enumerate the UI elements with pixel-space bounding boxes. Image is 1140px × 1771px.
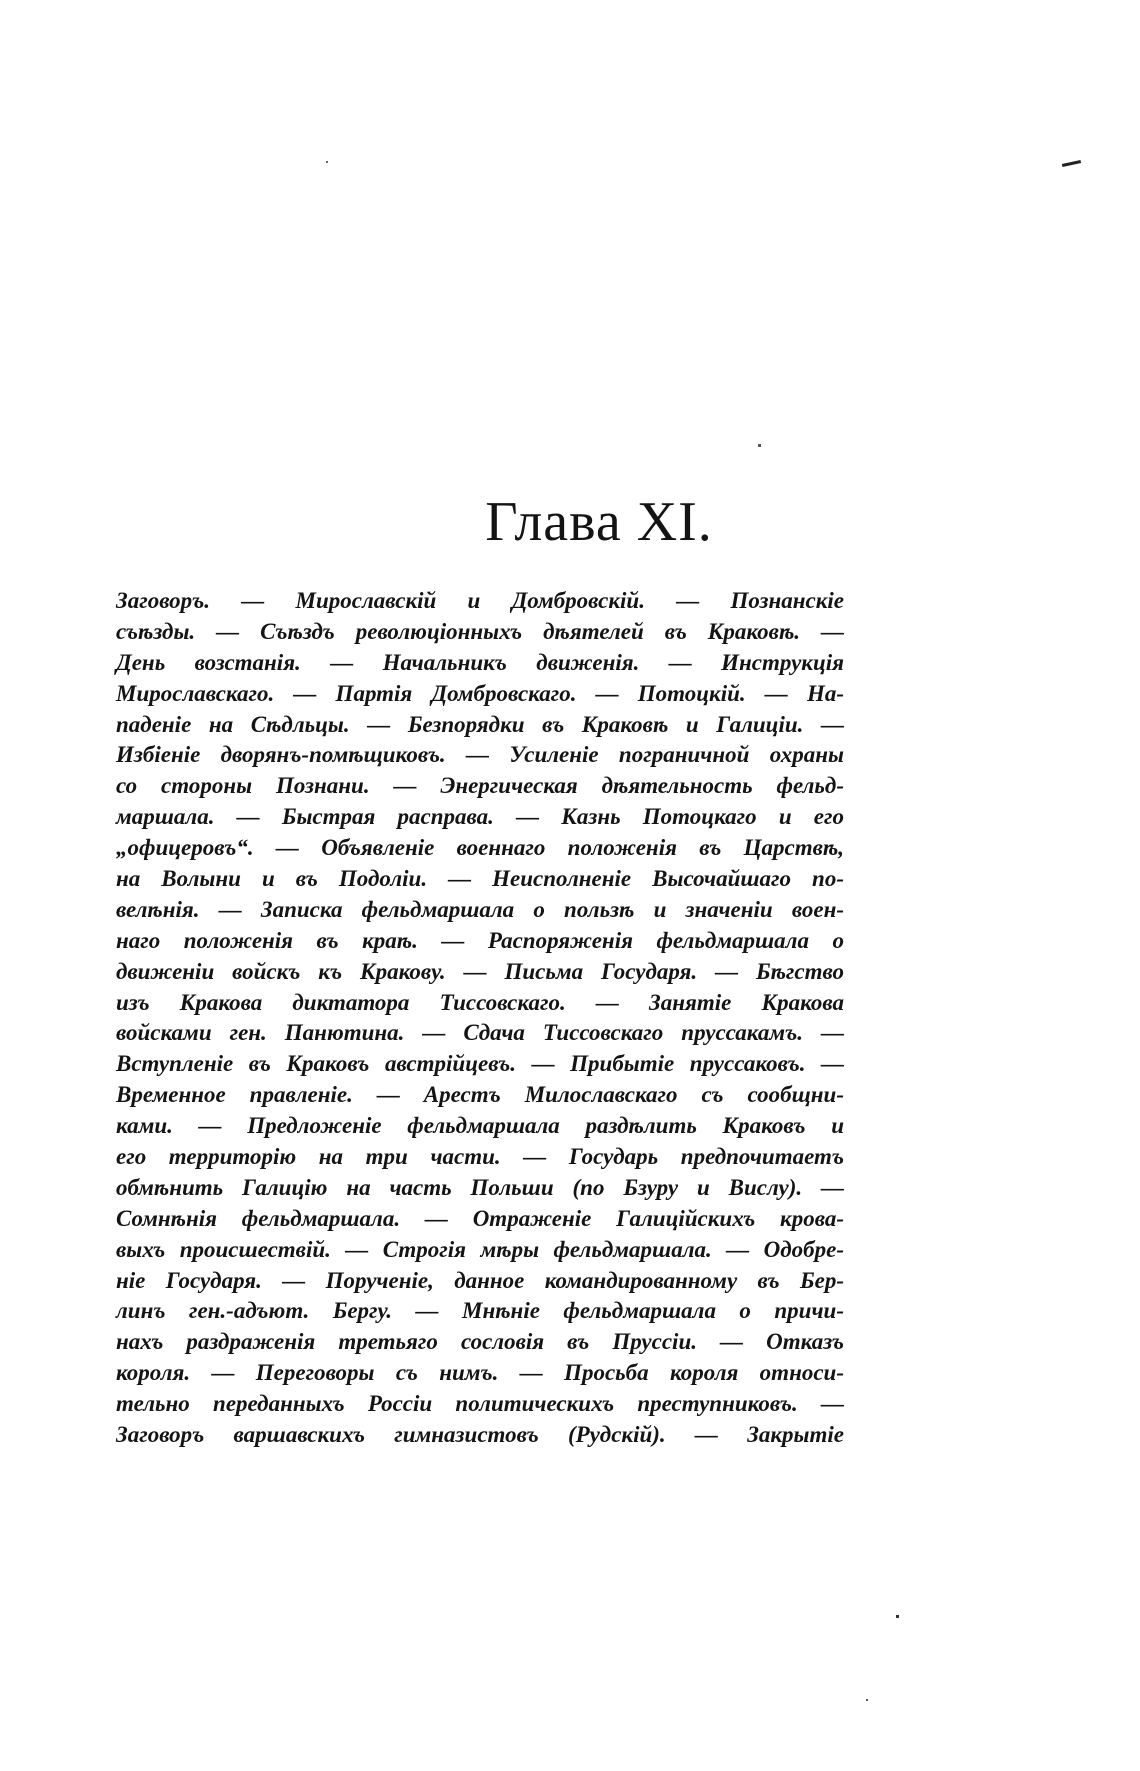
- synopsis-line: Избіеніе дворянъ-помѣщиковъ. — Усиленіе пограничной охраны: [116, 742, 844, 768]
- synopsis-line: велѣнія. — Записка фельдмаршала о пользѣ и значеніи воен-: [116, 896, 844, 922]
- synopsis-line: короля. — Переговоры съ нимъ. — Просьба короля относи-: [116, 1360, 844, 1386]
- synopsis-line: маршала. — Быстрая расправа. — Казнь Потоцкаго и его: [116, 804, 844, 830]
- synopsis-line: съѣзды. — Съѣздъ революціонныхъ дѣятелей въ Краковѣ. —: [116, 618, 844, 644]
- synopsis-line: войсками ген. Панютина. — Сдача Тиссовскаго пруссакамъ. —: [116, 1020, 844, 1046]
- synopsis-line: Заговоръ варшавскихъ гимназистовъ (Рудскій). — Закрытіе: [116, 1422, 844, 1448]
- scan-speck: [758, 444, 761, 447]
- synopsis-line: на Волыни и въ Подоліи. — Неисполненіе Высочайшаго по-: [116, 866, 844, 892]
- synopsis-line: „офицеровъ“. — Объявленіе военнаго положенія въ Царствѣ,: [116, 835, 844, 861]
- synopsis-line: изъ Кракова диктатора Тиссовскаго. — Занятіе Кракова: [116, 989, 844, 1015]
- synopsis-line: Вступленіе въ Краковъ австрійцевъ. — Прибытіе пруссаковъ. —: [116, 1051, 844, 1077]
- synopsis-line: его территорію на три части. — Государь предпочитаетъ: [116, 1144, 844, 1170]
- synopsis-line: Заговоръ. — Мирославскій и Домбровскій. — Познанскіе: [116, 588, 844, 613]
- scan-speck: [896, 1615, 899, 1618]
- synopsis-line: паденіе на Сѣдльцы. — Безпорядки въ Краковѣ и Галиціи. —: [116, 711, 844, 737]
- scan-speck: [1062, 160, 1081, 167]
- chapter-title: Глава XI.: [485, 491, 713, 553]
- scan-speck: [326, 161, 328, 163]
- synopsis-line: нахъ раздраженія третьяго сословія въ Пруссіи. — Отказъ: [116, 1329, 844, 1355]
- synopsis-line: ками. — Предложеніе фельдмаршала раздѣлить Краковъ и: [116, 1113, 844, 1139]
- synopsis-line: со стороны Познани. — Энергическая дѣятельность фельд-: [116, 773, 844, 799]
- scan-speck: [866, 1699, 868, 1701]
- synopsis-line: движеніи войскъ къ Кракову. — Письма Государя. — Бѣгство: [116, 958, 844, 984]
- synopsis-line: наго положенія въ краѣ. — Распоряженія фельдмаршала о: [116, 927, 844, 953]
- synopsis-line: Мирославскаго. — Партія Домбровскаго. — Потоцкій. — На-: [116, 680, 844, 706]
- synopsis-line: Временное правленіе. — Арестъ Милославскаго съ сообщни-: [116, 1082, 844, 1108]
- chapter-synopsis: [116, 586, 844, 1451]
- synopsis-line: ніе Государя. — Порученіе, данное командированному въ Бер-: [116, 1267, 844, 1293]
- synopsis-line: обмѣнить Галицію на часть Польши (по Бзуру и Вислу). —: [116, 1174, 844, 1200]
- synopsis-line: тельно переданныхъ Россіи политическихъ преступниковъ. —: [116, 1391, 844, 1417]
- synopsis-line: Сомнѣнія фельдмаршала. — Отраженіе Галиційскихъ крова-: [116, 1205, 844, 1231]
- synopsis-line: День возстанія. — Начальникъ движенія. — Инструкція: [116, 649, 844, 675]
- synopsis-line: линъ ген.-адъют. Бергу. — Мнѣніе фельдмаршала о причи-: [116, 1298, 844, 1324]
- synopsis-line: выхъ происшествій. — Строгія мѣры фельдмаршала. — Одобре-: [116, 1236, 844, 1262]
